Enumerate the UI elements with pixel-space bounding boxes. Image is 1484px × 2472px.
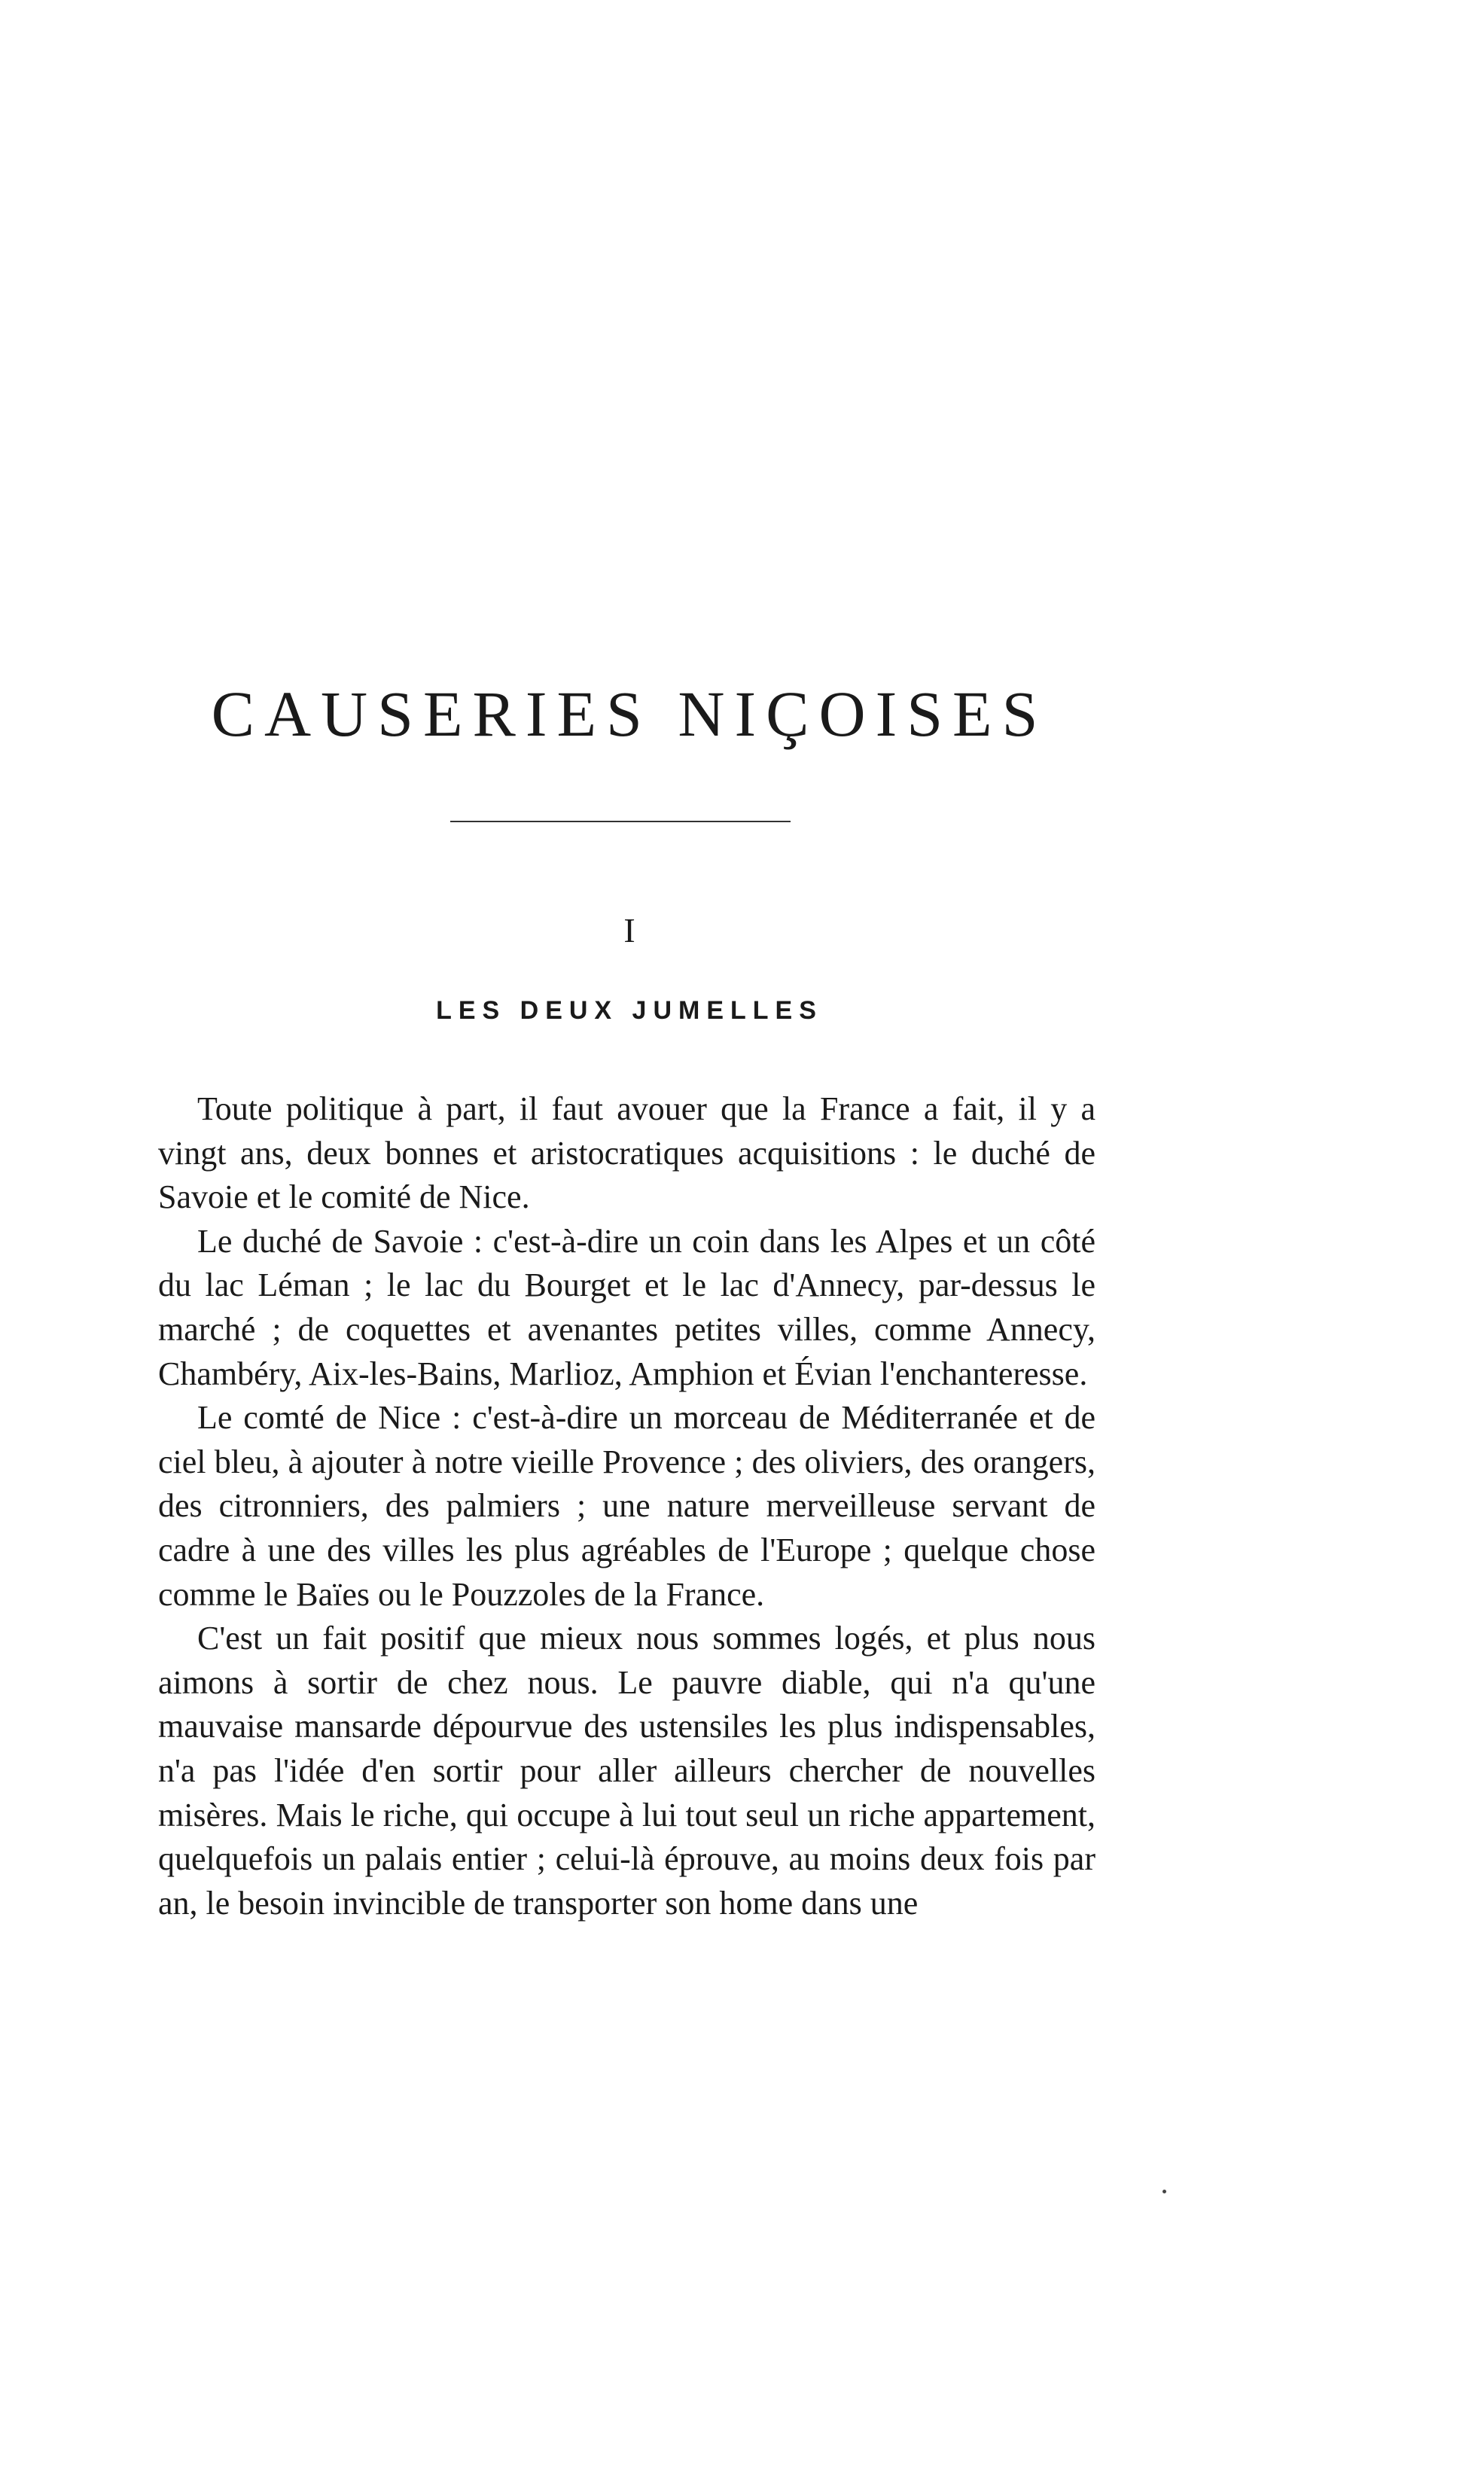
chapter-title: LES DEUX JUMELLES (436, 996, 823, 1025)
chapter-body (158, 1087, 1095, 1925)
paragraph: C'est un fait positif que mieux nous sommes logés, et plus nous aimons à sortir de chez nous. Le pauvre diable, qui n'a qu'une mauvaise mansarde dépourvue des ustensiles les plus indispensables, n'a pas l'idée d'en sortir pour aller ailleurs chercher de nouvelles misères. Mais le riche, qui occupe à lui tout seul un riche appartement, quelquefois un palais entier ; celui-là éprouve, au moins deux fois par an, le besoin invincible de transporter son home dans une (158, 1620, 1095, 1922)
chapter-number: I (623, 911, 635, 949)
paragraph: Le duché de Savoie : c'est-à-dire un coin dans les Alpes et un côté du lac Léman ; le lac du Bourget et le lac d'Annecy, par-dessus le marché ; de coquettes et avenantes petites villes, comme Annecy, Chambéry, Aix-les-Bains, Marlioz, Amphion et Évian l'enchanteresse. (158, 1222, 1095, 1392)
paragraph: Toute politique à part, il faut avouer que la France a fait, il y a vingt ans, deux bonnes et aristocratiques acquisitions : le duché de Savoie et le comité de Nice. (158, 1090, 1095, 1216)
title-divider (450, 821, 791, 822)
scan-speck (1163, 2190, 1166, 2193)
book-title: CAUSERIES NIÇOISES (211, 678, 1048, 750)
paragraph: Le comté de Nice : c'est-à-dire un morceau de Méditerranée et de ciel bleu, à ajouter à notre vieille Provence ; des oliviers, des orangers, des citronniers, des palmiers ; une nature merveilleuse servant de cadre à une des villes les plus agréables de l'Europe ; quelque chose comme le Baïes ou le Pouzzoles de la France. (158, 1399, 1095, 1613)
